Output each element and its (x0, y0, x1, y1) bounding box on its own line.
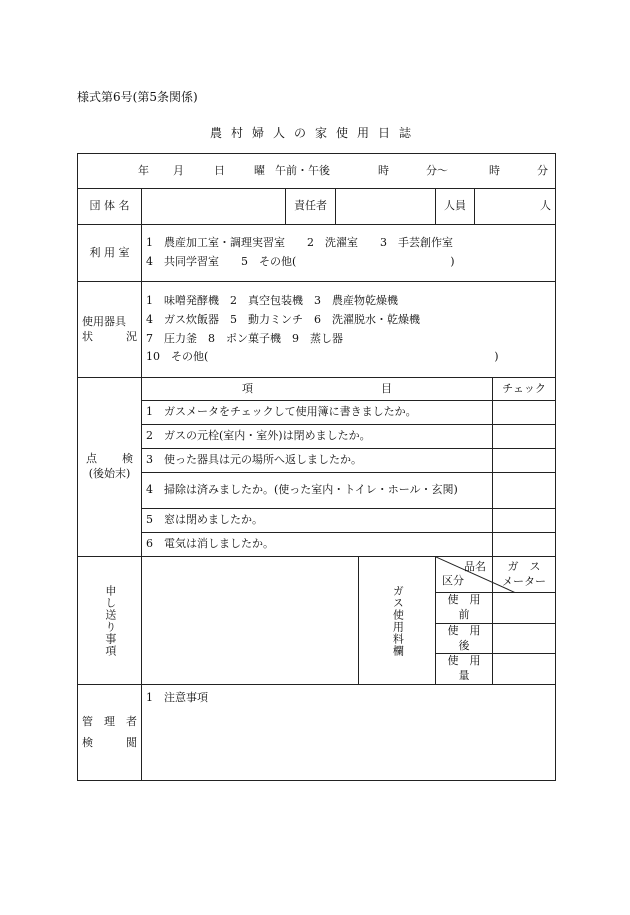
check-box-5[interactable] (493, 509, 556, 533)
equipment-label-b: 況 (126, 329, 137, 343)
document-title: 農村婦人の家使用日誌 (209, 126, 420, 140)
header-item-a: 項 (242, 381, 253, 395)
inspection-items-header (142, 378, 493, 401)
check-box-2[interactable] (493, 425, 556, 449)
gas-fee-label (359, 557, 436, 685)
inspection-item-1: 1 ガスメータをチェックして使用簿に書きましたか。 (142, 401, 493, 425)
year-label: 年 (138, 164, 149, 177)
inspection-item-2: 2 ガスの元栓(室内・室外)は閉めましたか。 (142, 425, 493, 449)
equipment-label-line-1: 使用器具 (82, 314, 126, 328)
inspection-header-row (78, 378, 556, 401)
before-use-label: 使 用 前 (436, 593, 493, 624)
notes-label: 1 注意事項 (146, 691, 208, 705)
inspection-item-6: 6 電気は消しましたか。 (142, 533, 493, 557)
inspection-item-row (78, 533, 556, 557)
manager-label-line-1: 管 理 者 (82, 714, 137, 728)
date-row (78, 154, 556, 189)
equipment-options (142, 282, 556, 378)
inspection-item-3: 3 使った器具は元の場所へ返しましたか。 (142, 449, 493, 473)
manager-row (78, 685, 556, 781)
usage-field[interactable] (493, 654, 556, 685)
gas-header-cell (436, 557, 493, 593)
ampm-label: 午前・午後 (275, 164, 330, 177)
check-box-6[interactable] (493, 533, 556, 557)
usage-log-form (77, 153, 556, 781)
responsible-field[interactable] (336, 189, 436, 225)
start-minute-label: 分〜 (426, 164, 448, 177)
group-name-label: 団 体 名 (78, 189, 142, 225)
check-box-4[interactable] (493, 473, 556, 509)
equipment-label-a: 状 (82, 329, 93, 343)
day-label: 日 (214, 164, 225, 177)
inspection-item-5: 5 窓は閉めましたか。 (142, 509, 493, 533)
weekday-label: 曜 (254, 164, 265, 177)
equipment-line-3: 7 圧力釜 8 ポン菓子機 9 蒸し器 (146, 331, 343, 345)
equipment-line-4: 10 その他( ) (146, 350, 499, 364)
month-label: 月 (173, 164, 184, 177)
after-use-label: 使 用 後 (436, 623, 493, 654)
responsible-label: 責任者 (286, 189, 336, 225)
rooms-line-1: 1 農産加工室・調理実習室 2 洗濯室 3 手芸創作室 (146, 236, 453, 250)
handover-row (78, 557, 556, 593)
after-use-field[interactable] (493, 623, 556, 654)
check-header: チェック (493, 378, 556, 401)
equipment-row (78, 282, 556, 378)
manager-notes-field[interactable] (142, 685, 556, 781)
inspection-item-row (78, 473, 556, 509)
header-item-b: 目 (381, 381, 392, 395)
check-box-1[interactable] (493, 401, 556, 425)
inspection-item-row (78, 449, 556, 473)
category-label: 区分 (442, 574, 464, 588)
inspection-label (78, 378, 142, 557)
handover-field[interactable] (142, 557, 359, 685)
gas-fee-label-text: ガス使用料欄 (391, 584, 405, 657)
item-name-label: 品名 (464, 560, 486, 573)
equipment-label (78, 282, 142, 378)
equipment-line-1: 1 味噌発酵機 2 真空包装機 3 農産物乾燥機 (146, 293, 398, 307)
persons-unit: 人 (540, 199, 551, 213)
inspection-item-4: 4 掃除は済みましたか。(使った室内・トイレ・ホール・玄関) (142, 473, 493, 509)
end-hour-label: 時 (489, 164, 500, 177)
group-row (78, 189, 556, 225)
manager-label (78, 685, 142, 781)
rooms-line-2: 4 共同学習室 5 その他( ) (146, 255, 455, 268)
inspection-item-row (78, 401, 556, 425)
inspection-label-sub: (後始末) (88, 467, 131, 480)
form-number: 様式第6号(第5条関係) (77, 90, 198, 104)
members-field[interactable] (475, 189, 556, 225)
group-name-field[interactable] (142, 189, 286, 225)
before-use-field[interactable] (493, 593, 556, 624)
inspection-item-row (78, 509, 556, 533)
gas-meter-label-b: メーター (502, 574, 546, 588)
rooms-label: 利 用 室 (78, 225, 142, 282)
end-minute-label: 分 (537, 164, 548, 177)
inspection-label-b: 検 (122, 452, 133, 466)
rooms-row (78, 225, 556, 282)
equipment-line-2: 4 ガス炊飯器 5 動力ミンチ 6 洗濯脱水・乾燥機 (146, 312, 420, 326)
handover-label (78, 557, 142, 685)
inspection-label-a: 点 (86, 452, 97, 466)
gas-meter-label-a: ガ ス (507, 559, 541, 573)
rooms-options (142, 225, 556, 282)
inspection-item-row (78, 425, 556, 449)
members-label: 人員 (436, 189, 475, 225)
manager-label-line-2: 検 閲 (82, 735, 137, 749)
usage-label: 使 用 量 (436, 654, 493, 685)
start-hour-label: 時 (378, 164, 389, 177)
handover-label-text: 申し送り事項 (103, 584, 117, 657)
check-box-3[interactable] (493, 449, 556, 473)
